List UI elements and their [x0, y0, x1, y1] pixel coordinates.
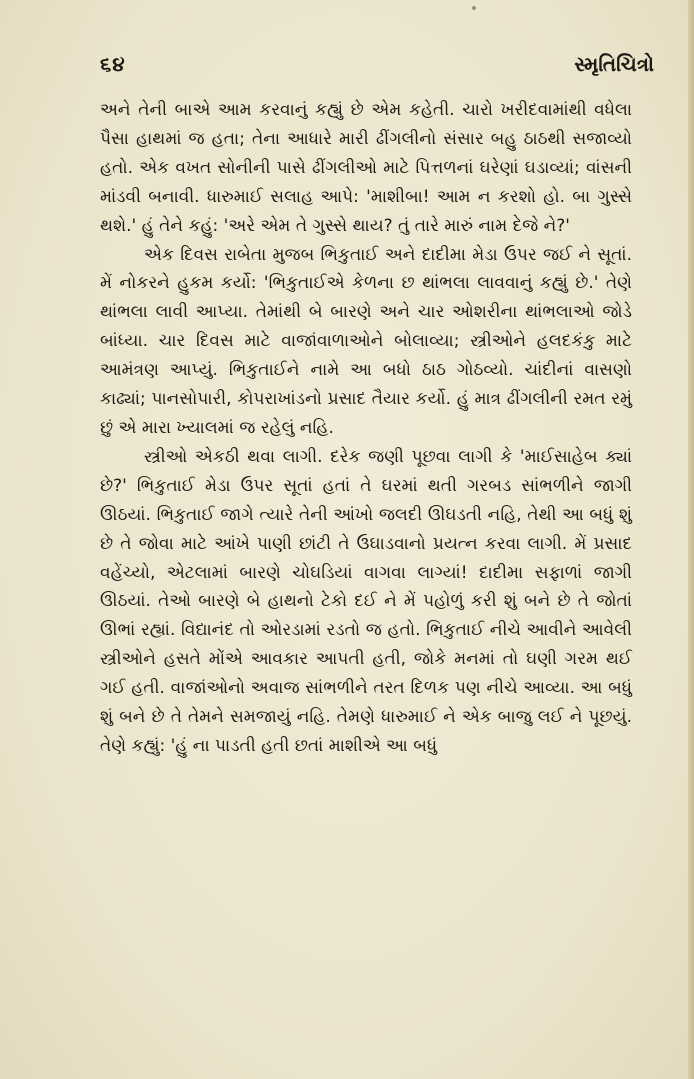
- page-edge: [688, 0, 694, 1079]
- page-speck: [472, 6, 476, 10]
- page-header: [100, 52, 654, 84]
- paragraph-3: સ્ત્રીઓ એકઠી થવા લાગી. દરેક જણી પૂછવા લાગી કે 'માઈસાહેબ ક્યાં છે?' ભિકુતાઈ મેડા ઉપર સૂતાં હતાં તે ઘરમાં થતી ગરબડ સાંભળીને જાગી ઊઠયાં. ભિકુતાઈ જાગે ત્યારે તેની આંખો જલદી ઊઘડતી નહિ, તેથી આ બધું શું છે તે જોવા માટે આંખે પાણી છાંટી તે ઉઘાડવાનો પ્રયત્ન કરવા લાગી. મેં પ્રસાદ વહેંચ્યો, એટલામાં બારણે ચોઘડિયાં વાગવા લાગ્યાં! દાદીમા સફાળાં જાગી ઊઠયાં. તેઓ બારણે બે હાથનો ટેકો દઈ ને મેં પહોળું કરી શું બને છે તે જોતાં ઊભાં રહ્યાં. વિદ્યાનંદ તો ઓરડામાં રડતો જ હતો. ભિકુતાઈ નીચે આવીને આવેલી સ્ત્રીઓને હસતે મોંએ આવકાર આપતી હતી, જોકે મનમાં તો ઘણી ગરમ થઈ ગઈ હતી. વાજાંઓનો અવાજ સાંભળીને તરત દિળક પણ નીચે આવ્યા. આ બધું શું બને છે તે તેમને સમજાયું નહિ. તેમણે ધારુમાઈ ને એક બાજુ લઈ ને પૂછયું. તેણે કહ્યું: 'હું ના પાડતી હતી છતાં માશીએ આ બધું: [100, 446, 632, 756]
- paragraph-1: અને તેની બાએ આમ કરવાનું કહ્યું છે એમ કહેતી. ચારો ખરીદવામાંથી વધેલા પૈસા હાથમાં જ હતા; તેના આધારે મારી ઢીંગલીનો સંસાર બહુ ઠાઠથી સજાવ્યો હતો. એક વખત સોનીની પાસે ઢીંગલીઓ માટે પિત્તળનાં ઘરેણાં ઘડાવ્યાં; વાંસની માંડવી બનાવી. ધારુમાઈ સલાહ આપે: 'માશીબા! આમ ન કરશો હો. બા ગુસ્સે થશે.' હું તેને કહું: 'અરે એમ તે ગુસ્સે થાય? તું તારે મારું નામ દેજે ને?': [100, 100, 632, 236]
- running-title: સ્મૃતિચિત્રો: [574, 52, 654, 76]
- page-number: ૬૪: [100, 52, 126, 76]
- body-text: [100, 96, 632, 761]
- paragraph-2: એક દિવસ રાબેતા મુજબ ભિકુતાઈ અને દાદીમા મેડા ઉપર જઈ ને સૂતાં. મેં નોકરને હુકમ કર્યો: 'ભિકુતાઈએ કેળના છ થાંભલા લાવવાનું કહ્યું છે.' તેણે થાંભલા લાવી આપ્યા. તેમાંથી બે બારણે અને ચાર ઓશરીના થાંભલાઓ જોડે બાંધ્યા. ચાર દિવસ માટે વાજાંવાળાઓને બોલાવ્યા; સ્ત્રીઓને હલદકંકુ માટે આમંત્રણ આપ્યું. ભિકુતાઈને નામે આ બધો ઠાઠ ગોઠવ્યો. ચાંદીનાં વાસણો કાઢ્યાં; પાનસોપારી, કોપરાખાંડનો પ્રસાદ તૈયાર કર્યો. હું માત્ર ઢીંગલીની રમત રમું છું એ મારા ખ્યાલમાં જ રહેલું નહિ.: [100, 244, 632, 438]
